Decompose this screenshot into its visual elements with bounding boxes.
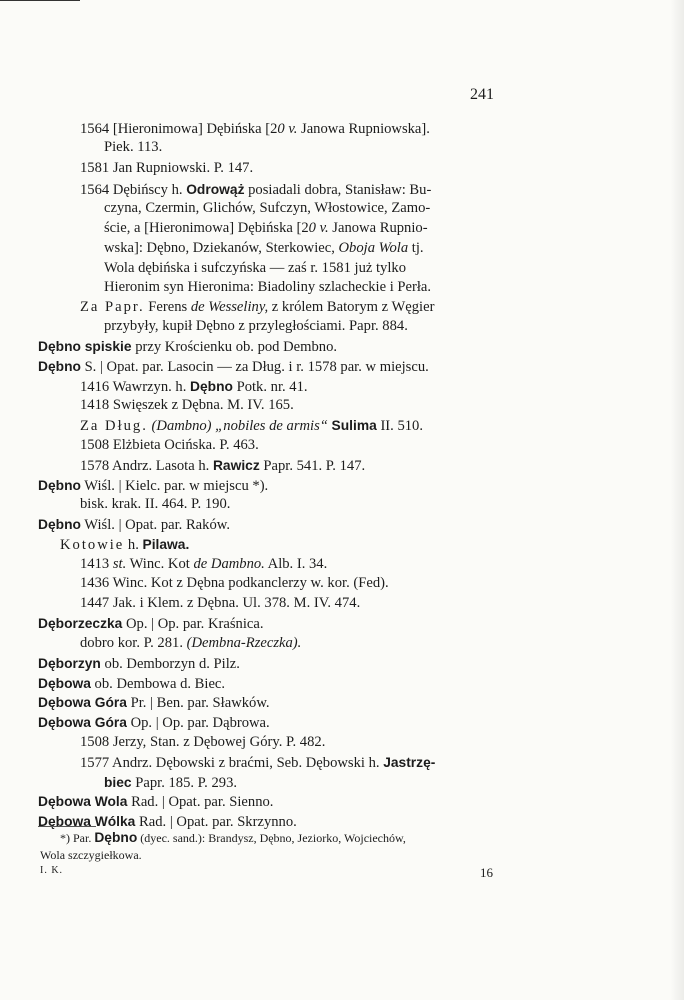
entry-text: bisk. krak. II. 464. P. 190. [80, 496, 231, 512]
entry-line [104, 278, 431, 297]
entry-text: Pr. | Ben. par. Sławków. [126, 695, 270, 711]
entry-text: S. | Opat. par. Lasocin — za Dług. i r. 1578 par. w miejscu. [80, 359, 429, 375]
entry-text: II. 510. [376, 418, 424, 434]
entry-text: Wiśl. | Opat. par. Raków. [80, 517, 230, 533]
footnote-rule [38, 826, 96, 827]
entry-text: Rad. | Opat. par. Skrzynno. [135, 814, 297, 830]
entry-headword: biec [104, 775, 132, 790]
entry-line [104, 239, 424, 258]
entry-text: ob. Dembowa d. Biec. [90, 676, 226, 692]
entry-headword: Dębowa Wólka [38, 814, 136, 829]
footnote-line [60, 830, 406, 846]
entry-line [80, 456, 365, 476]
entry-line [38, 812, 297, 832]
page-edge-shadow [670, 0, 684, 1000]
entry-headword: Dębno spiskie [38, 339, 132, 354]
entry-line [38, 476, 268, 496]
entry-text: z królem Batorym z Węgier [268, 299, 435, 315]
entry-line [104, 219, 428, 238]
entry-text: Wiśl. | Kielc. par. w miejscu *). [80, 478, 269, 494]
entry-line [80, 574, 389, 593]
entry-text: Za Papr. [80, 299, 145, 315]
entry-headword: Dębowa Wola [38, 794, 128, 809]
entry-line [80, 180, 431, 200]
entry-headword: Dębowa [38, 676, 91, 691]
entry-headword: Dębno [94, 830, 138, 845]
entry-text: 1564 [Hieronimowa] Dębińska [2 [80, 121, 278, 137]
footnote-line [40, 847, 142, 863]
entry-line [38, 654, 240, 674]
entry-text: Op. | Op. par. Kraśnica. [122, 616, 264, 632]
entry-headword: Rawicz [212, 458, 260, 473]
entry-headword: Dębno [38, 517, 81, 532]
entry-text: de Dambno. [193, 556, 265, 572]
entry-headword: Sulima [331, 418, 377, 433]
entry-line [38, 713, 270, 733]
entry-line [80, 594, 360, 613]
entry-text: Oboja Wola [338, 240, 409, 256]
entry-text: Winc. Kot [126, 556, 194, 572]
entry-text: 1436 Winc. Kot z Dębna podkanclerzy w. kor. (Fed). [80, 575, 389, 591]
entry-text: 1578 Andrz. Lasota h. [80, 458, 213, 474]
entry-text: *) Par. [60, 831, 95, 845]
entry-text: 1416 Wawrzyn. h. [80, 379, 191, 395]
entry-text: (dyec. sand.): Brandysz, Dębno, Jeziorko, Wojciechów, [137, 831, 406, 845]
entry-text: Papr. 541. P. 147. [259, 458, 366, 474]
entry-headword: Dębno [38, 478, 81, 493]
entry-headword: Dębno [38, 359, 81, 374]
entry-text: Ferens [144, 299, 191, 315]
entry-text: v. [319, 220, 329, 236]
entry-line [38, 693, 270, 713]
entry-text: przybyły, kupił Dębno z przyległościami. Papr. 884. [104, 318, 408, 334]
entry-text: Kotowie [60, 537, 125, 553]
entry-text: v. [288, 121, 298, 137]
entry-line [80, 159, 253, 178]
entry-text: Janowa Rupnio- [328, 220, 428, 236]
entry-text: Za Dług. [80, 418, 148, 434]
entry-line [38, 674, 225, 694]
entry-text: Alb. I. 34. [264, 556, 328, 572]
entry-text: (Dambno) „nobiles de armis“ [151, 418, 328, 434]
entry-text: 1564 Dębińscy h. [80, 182, 187, 198]
entry-text: Rad. | Opat. par. Sienno. [127, 794, 274, 810]
entry-text: (Dembna-Rzeczka). [186, 635, 302, 651]
entry-headword: Dęborzyn [38, 656, 101, 671]
entry-text: ście, a [Hieronimowa] Dębińska [2 [104, 220, 309, 236]
entry-line [80, 555, 327, 574]
entry-line [80, 733, 325, 752]
entry-text: 1418 Swięszek z Dębna. M. IV. 165. [80, 397, 294, 413]
entry-text: de Wesseliny, [190, 299, 269, 315]
top-edge-line [0, 0, 80, 1]
entry-headword: Jastrzę- [383, 755, 436, 770]
entry-line [80, 753, 435, 773]
entry-text: 1581 Jan Rupniowski. P. 147. [80, 160, 254, 176]
entry-text: tj. [408, 240, 424, 256]
entry-line [80, 120, 430, 139]
entry-text: Papr. 185. P. 293. [131, 775, 238, 791]
entry-headword: Dębowa Góra [38, 695, 127, 710]
entry-text: 1508 Jerzy, Stan. z Dębowej Góry. P. 482. [80, 734, 326, 750]
entry-line [38, 614, 263, 634]
entry-line [38, 337, 337, 357]
entry-line [104, 259, 406, 278]
entry-text: wska]: Dębno, Dziekanów, Sterkowiec, [104, 240, 339, 256]
entry-line [104, 138, 162, 157]
entry-line [80, 298, 434, 317]
entry-text: Potk. nr. 41. [232, 379, 308, 395]
entry-text: 1413 [80, 556, 113, 572]
entry-text: posiadali dobra, Stanisław: Bu- [244, 182, 432, 198]
entry-text: 0 [277, 121, 285, 137]
page-number: 241 [470, 86, 494, 103]
entry-text: h. [124, 537, 143, 553]
entry-text: Piek. 113. [104, 139, 163, 155]
entry-line [104, 199, 430, 218]
entry-headword: Dęborzeczka [38, 616, 123, 631]
entry-text: Wola szczygiełkowa. [40, 848, 142, 862]
entry-line [104, 317, 408, 336]
entry-text: ob. Demborzyn d. Pilz. [100, 656, 240, 672]
entry-headword: Odrowąż [186, 182, 245, 197]
entry-line [38, 792, 273, 812]
entry-text: 0 [308, 220, 316, 236]
entry-line [104, 773, 237, 793]
entry-line [60, 535, 189, 555]
entry-text: Janowa Rupniowska]. [297, 121, 430, 137]
entry-line [80, 396, 294, 415]
entry-text: Wola dębińska i sufczyńska — zaś r. 1581 już tylko [104, 260, 406, 276]
printer-signature: I. K. [40, 865, 64, 876]
entry-text: Op. | Op. par. Dąbrowa. [126, 715, 270, 731]
entry-headword: Dębno [190, 379, 233, 394]
entry-text: Hieronim syn Hieronima: Biadoliny szlacheckie i Perła. [104, 279, 432, 295]
entry-text: st. [112, 556, 127, 572]
entry-text: dobro kor. P. 281. [80, 635, 187, 651]
entry-text: 1508 Elżbieta Ocińska. P. 463. [80, 437, 259, 453]
entry-line [80, 436, 259, 455]
sheet-number: 16 [480, 865, 493, 880]
entry-text: 1447 Jak. i Klem. z Dębna. Ul. 378. M. IV. 474. [80, 595, 361, 611]
entry-headword: Pilawa. [142, 537, 190, 552]
entry-line [80, 495, 230, 514]
entry-line [80, 634, 301, 653]
entry-line [38, 515, 230, 535]
entry-line [38, 357, 429, 377]
entry-headword: Dębowa Góra [38, 715, 127, 730]
entry-text: przy Krościenku ob. pod Dembno. [131, 339, 338, 355]
entry-line [80, 416, 423, 436]
entry-line [80, 377, 308, 397]
entry-text: czyna, Czermin, Glichów, Sufczyn, Włostowice, Zamo- [104, 200, 431, 216]
entry-text: 1577 Andrz. Dębowski z braćmi, Seb. Dębowski h. [80, 755, 384, 771]
